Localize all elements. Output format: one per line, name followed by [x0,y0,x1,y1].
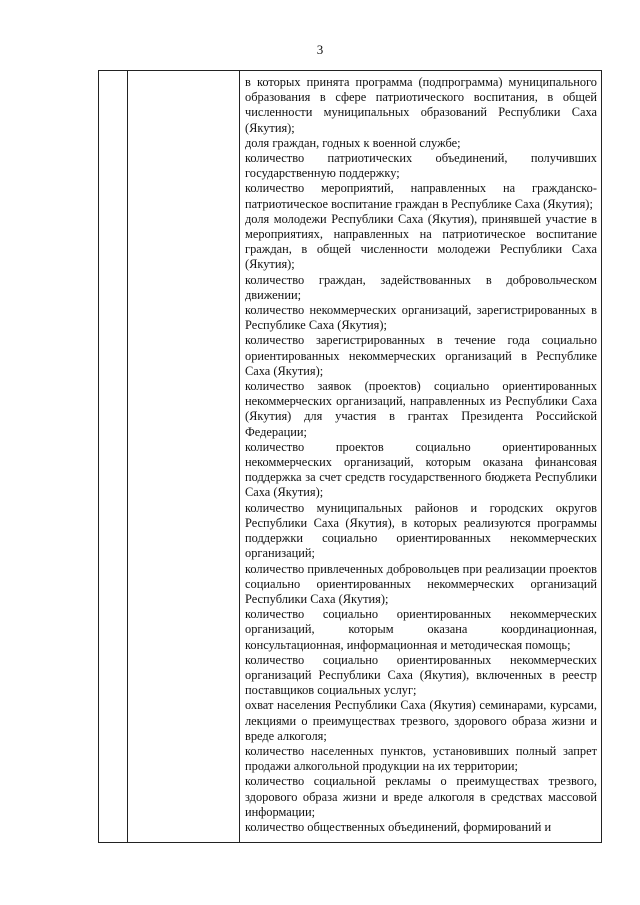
indicator-item: количество мероприятий, направленных на гражданско-патриотическое воспитание граждан в Республике Саха (Якутия); [245,181,597,211]
page-number: 3 [316,42,324,57]
indicator-item: количество проектов социально ориентированных некоммерческих организаций, которым оказана финансовая поддержка за счет средств государственного бюджета Республики Саха (Якутия); [245,439,597,500]
column-divider-2 [239,71,240,842]
indicator-item: доля молодежи Республики Саха (Якутия), принявшей участие в мероприятиях, направленных на патриотическое воспитание граждан, в общей численности молодежи Республики Саха (Якутия); [245,211,597,272]
indicator-item: количество населенных пунктов, установивших полный запрет продажи алкогольной продукции на их территории; [245,743,597,774]
indicator-item: доля граждан, годных к военной службе; [245,135,461,150]
indicator-item: количество зарегистрированных в течение года социально ориентированных некоммерческих организаций в Республике Саха (Якутия); [245,333,597,378]
indicator-item: количество социальной рекламы о преимуществах трезвого, здорового образа жизни и вреде алкоголя в средствах массовой информации; [245,774,597,819]
indicators-cell [245,75,597,835]
indicator-item: в которых принята программа (подпрограмма) муниципального образования в сфере патриотического воспитания, в общей численности муниципальных образований Республики Саха (Якутия); [245,75,597,135]
indicators-table [98,70,602,843]
indicator-item: количество социально ориентированных некоммерческих организаций, которым оказана координационная, консультационная, информационная и методическая помощь; [245,607,597,652]
indicator-item: количество общественных объединений, формирований и [245,819,552,834]
indicator-item: количество граждан, задействованных в добровольческом движении; [245,272,597,302]
indicator-item: количество муниципальных районов и городских округов Республики Саха (Якутия), в которых реализуются программы поддержки социально ориентированных некоммерческих организаций; [245,500,597,561]
indicator-item: количество заявок (проектов) социально ориентированных некоммерческих организаций, направленных из Республики Саха (Якутия) для участия в грантах Президента Российской Федерации; [245,379,597,439]
indicator-item: охват населения Республики Саха (Якутия) семинарами, курсами, лекциями о преимуществах трезвого, здорового образа жизни и вреде алкоголя; [245,698,597,743]
column-divider-1 [127,71,128,842]
indicator-item: количество некоммерческих организаций, зарегистрированных в Республике Саха (Якутия); [245,303,597,333]
indicator-item: количество социально ориентированных некоммерческих организаций Республики Саха (Якутия), включенных в реестр поставщиков социальных услуг; [245,652,597,698]
indicator-item: количество привлеченных добровольцев при реализации проектов социально ориентированных некоммерческих организаций Республики Саха (Якутия); [245,561,597,606]
indicator-item: количество патриотических объединений, получивших государственную поддержку; [245,151,597,181]
